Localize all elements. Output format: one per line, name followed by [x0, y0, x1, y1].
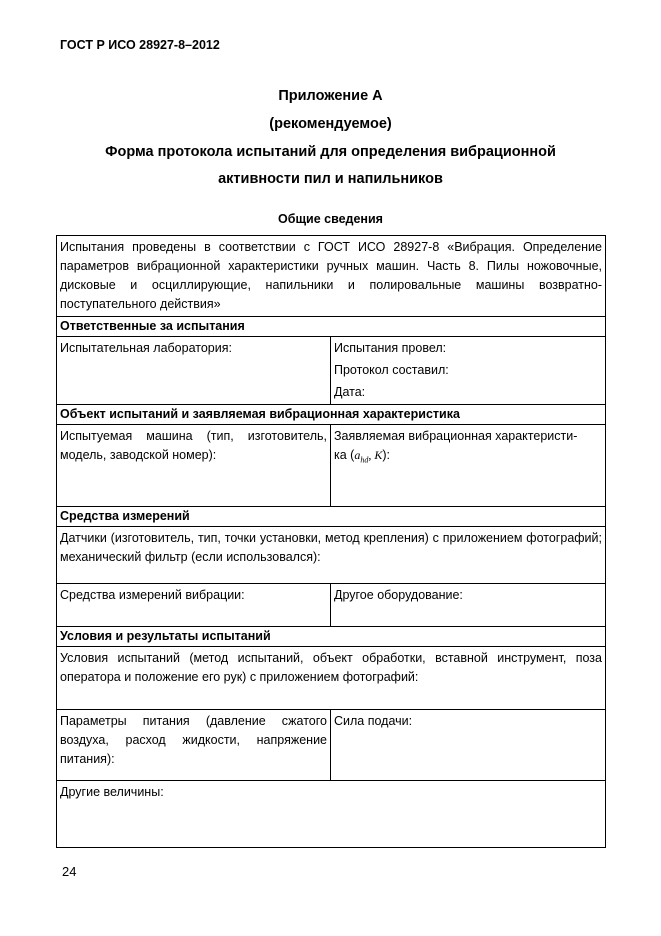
vibration-means-label: Средства измерений вибрации:: [60, 588, 245, 602]
lab-cell[interactable]: [57, 337, 331, 405]
conditions-header: Условия и результаты испытаний: [57, 627, 606, 647]
page-number: 24: [62, 864, 77, 879]
performed-by-label: Испытания провел:: [334, 341, 447, 355]
object-header: Объект испытаний и заявляемая вибрационная характеристика: [57, 405, 606, 425]
conditions-row: [57, 647, 606, 710]
other-values-row: [57, 781, 606, 848]
equipment-row: [57, 584, 606, 627]
conditions-header-row: [57, 627, 606, 647]
responsible-header: Ответственные за испытания: [57, 317, 606, 337]
responsible-header-row: [57, 317, 606, 337]
power-params-label: Параметры питания (давление сжатого воздуха, расход жидкости, напряжение питания):: [60, 714, 327, 766]
date-label: Дата:: [334, 385, 366, 399]
responsible-row: [57, 337, 606, 405]
sensors-row: [57, 527, 606, 584]
declared-symbol: [354, 448, 383, 465]
appendix-status: (рекомендуемое): [269, 116, 392, 132]
measurement-header-row: [57, 507, 606, 527]
sensors-label: Датчики (изготовитель, тип, точки установки, метод крепления) с приложением фотографий; механический фильтр (если использовался):: [60, 531, 602, 564]
report-by-label: Протокол составил:: [334, 363, 449, 377]
object-header-row: [57, 405, 606, 425]
power-row: [57, 710, 606, 781]
symbol-k: , K: [368, 448, 383, 462]
form-title-line2: активности пил и напильников: [218, 171, 443, 187]
declared-label-line1: Заявляемая вибрационная характеристи-: [334, 429, 578, 443]
other-equipment-cell[interactable]: [331, 584, 606, 627]
measurement-header: Средства измерений: [57, 507, 606, 527]
machine-label: Испытуемая машина (тип, изготовитель, модель, заводской номер):: [60, 429, 327, 462]
sensors-cell[interactable]: [57, 527, 606, 584]
intro-row: [57, 236, 606, 317]
appendix-title: Приложение А: [278, 88, 383, 104]
section-title: Общие сведения: [278, 212, 383, 226]
declared-suffix: ):: [382, 448, 390, 462]
feed-force-cell[interactable]: [331, 710, 606, 781]
symbol-a: a: [354, 448, 361, 462]
declared-label-line2: [334, 446, 602, 469]
other-equipment-label: Другое оборудование:: [334, 588, 463, 602]
object-row: [57, 425, 606, 507]
document-header: ГОСТ Р ИСО 28927-8–2012: [60, 38, 220, 52]
feed-force-label: Сила подачи:: [334, 714, 413, 728]
other-values-cell[interactable]: [57, 781, 606, 848]
symbol-subscript: hd: [360, 455, 369, 465]
machine-cell[interactable]: [57, 425, 331, 507]
lab-label: Испытательная лаборатория:: [60, 341, 232, 355]
declared-cell[interactable]: [331, 425, 606, 507]
test-report-form: [56, 235, 606, 848]
declared-prefix: ка (: [334, 448, 355, 462]
other-values-label: Другие величины:: [60, 785, 164, 799]
power-params-cell[interactable]: [57, 710, 331, 781]
form-title-line1: Форма протокола испытаний для определения вибрационной: [105, 144, 556, 160]
intro-text: Испытания проведены в соответствии с ГОСТ ИСО 28927-8 «Вибрация. Определение параметров вибрационной характеристики ручных машин. Часть 8. Пилы ножовочные, дисковые и осциллирующие, напильники и полировальные машины возвратно-поступательного действия»: [57, 236, 606, 317]
vibration-means-cell[interactable]: [57, 584, 331, 627]
conditions-cell[interactable]: [57, 647, 606, 710]
conditions-label: Условия испытаний (метод испытаний, объект обработки, вставной инструмент, поза оператора и положение его рук) с приложением фотографий:: [60, 651, 602, 684]
responsible-details-cell[interactable]: [331, 337, 606, 405]
